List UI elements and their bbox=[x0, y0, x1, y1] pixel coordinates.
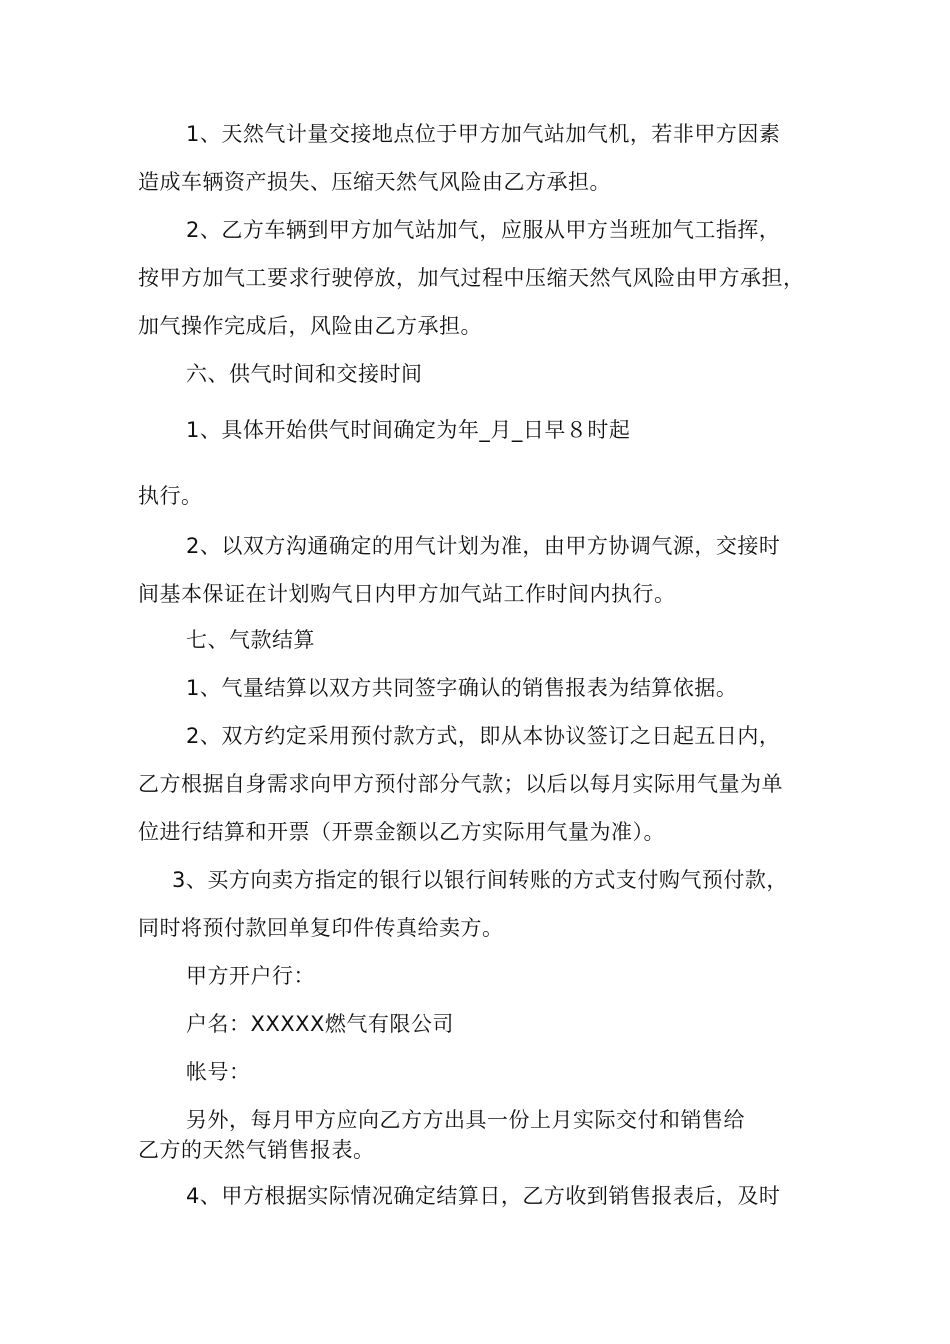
paragraph-line: 造成车辆资产损失、压缩天然气风险由乙方承担。 bbox=[138, 170, 611, 194]
section-heading: 七、气款结算 bbox=[186, 628, 315, 652]
paragraph-line: 同时将预付款回单复印件传真给卖方。 bbox=[138, 916, 504, 940]
paragraph-line: 另外，每月甲方应向乙方方出具一份上月实际交付和销售给 bbox=[186, 1108, 745, 1132]
paragraph-line: 加气操作完成后，风险由乙方承担。 bbox=[138, 314, 482, 338]
paragraph-line: 2、以双方沟通确定的用气计划为准，由甲方协调气源，交接时 bbox=[186, 534, 781, 558]
paragraph-line: 按甲方加气工要求行驶停放，加气过程中压缩天然气风险由甲方承担， bbox=[138, 266, 805, 290]
paragraph-line: 1、天然气计量交接地点位于甲方加气站加气机，若非甲方因素 bbox=[186, 122, 781, 146]
paragraph-line: 执行。 bbox=[138, 484, 203, 508]
paragraph-line: 乙方的天然气销售报表。 bbox=[138, 1138, 375, 1162]
paragraph-line: 1、具体开始供气时间确定为年_月_日早８时起 bbox=[186, 418, 631, 442]
paragraph-line: 2、乙方车辆到甲方加气站加气，应服从甲方当班加气工指挥， bbox=[186, 218, 781, 242]
paragraph-line: 1、气量结算以双方共同签字确认的销售报表为结算依据。 bbox=[186, 676, 738, 700]
section-heading: 六、供气时间和交接时间 bbox=[186, 362, 423, 386]
paragraph-line: 4、甲方根据实际情况确定结算日，乙方收到销售报表后，及时 bbox=[186, 1184, 781, 1208]
paragraph-line: 户名：XXXXX燃气有限公司 bbox=[186, 1012, 454, 1036]
paragraph-line: 乙方根据自身需求向甲方预付部分气款；以后以每月实际用气量为单 bbox=[138, 772, 783, 796]
paragraph-line: 位进行结算和开票（开票金额以乙方实际用气量为准）。 bbox=[138, 820, 665, 844]
paragraph-line: 甲方开户行： bbox=[186, 964, 315, 988]
paragraph-line: 2、双方约定采用预付款方式，即从本协议签订之日起五日内， bbox=[186, 724, 781, 748]
paragraph-line: 帐号： bbox=[186, 1060, 251, 1084]
paragraph-line: 间基本保证在计划购气日内甲方加气站工作时间内执行。 bbox=[138, 582, 676, 606]
paragraph-line: 3、买方向卖方指定的银行以银行间转账的方式支付购气预付款， bbox=[172, 868, 788, 892]
